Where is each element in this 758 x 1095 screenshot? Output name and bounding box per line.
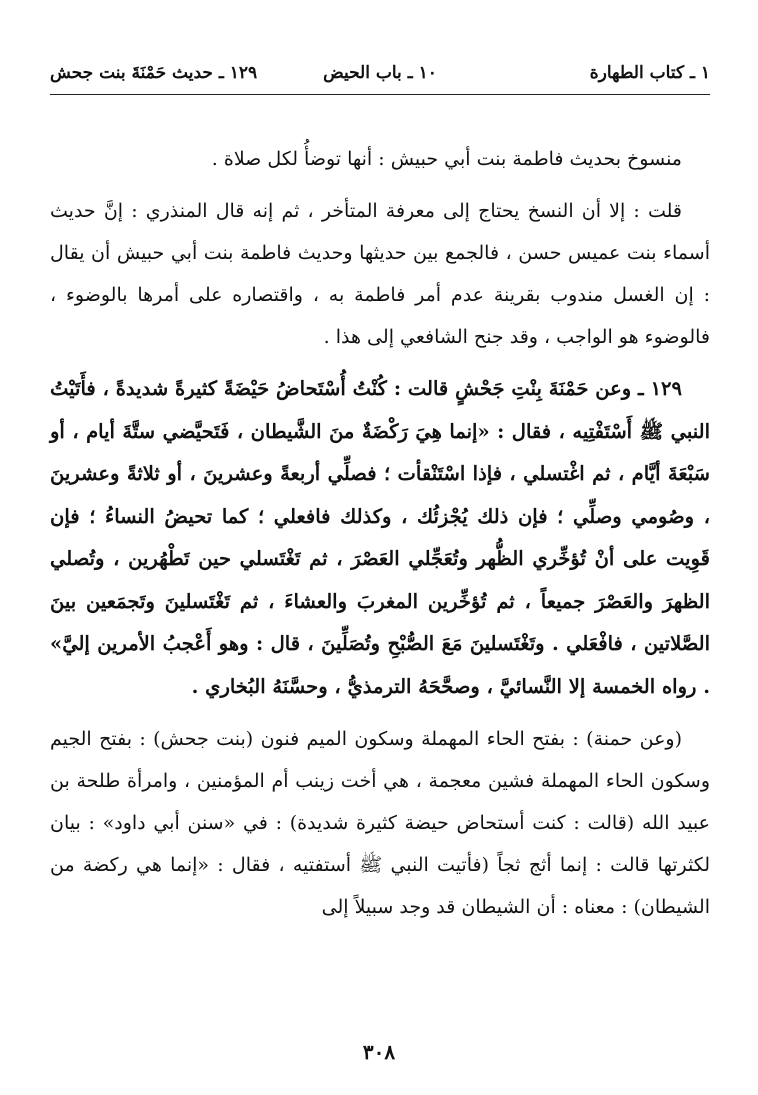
- main-text: [50, 138, 710, 928]
- header-book-title: ١ ـ كتاب الطهارة: [589, 63, 710, 83]
- paragraph-abrogation: منسوخ بحديث فاطمة بنت أبي حبيش : أنها توضأُ لكل صلاة .: [211, 148, 682, 170]
- running-header: [50, 58, 710, 88]
- paragraph-explanation: (وعن حمنة) : بفتح الحاء المهملة وسكون الميم فنون (بنت جحش) : بفتح الجيم وسكون الحاء المهملة فشين معجمة ، هي أخت زينب أم المؤمنين ، وامرأة طلحة بن عبيد الله (قالت : كنت أستحاض حيضة كثيرة شديدة) : في «سنن أبي داود» : بيان لكثرتها قالت : إنما أثج ثجاً (فأتيت النبي ﷺ أستفتيه ، فقال : «إنما هي ركضة من الشيطان) : معناه : أن الشيطان قد وجد سبيلاً إلى: [50, 728, 710, 918]
- header-divider: [50, 94, 710, 95]
- header-hadith-title: ١٢٩ ـ حديث حَمْنَةَ بنت جحش: [50, 63, 258, 83]
- paragraph-commentary: قلت : إلا أن النسخ يحتاج إلى معرفة المتأخر ، ثم إنه قال المنذري : إنَّ حديث أسماء بنت عميس حسن ، فالجمع بين حديثها وحديث فاطمة بنت أبي حبيش أن يقال : إن الغسل مندوب بقرينة عدم أمر فاطمة به ، واقتصاره على أمرها بالوضوء ، فالوضوء هو الواجب ، وقد جنح الشافعي إلى هذا .: [50, 200, 710, 348]
- header-chapter-title: ١٠ ـ باب الحيض: [323, 63, 437, 83]
- paragraph-hadith-text: ١٢٩ ـ وعن حَمْنَةَ بِنْتِ جَحْشٍ قالت : كُنْتُ أُسْتَحاضُ حَيْضَةً كثيرةً شديدةً ، فأَتَيْتُ النبي ﷺ أَسْتَفْتِيه ، فقال : «إنما هِيَ رَكْضَةٌ منَ الشَّيطان ، فَتَحيَّضي ستَّةَ أيام ، أو سَبْعَةَ أيَّام ، ثم اغْتسلي ، فإذا اسْتَنْقأت ؛ فصلِّي أربعةً وعشرينَ ، أو ثلاثةً وعشرينَ ، وصُومي وصلِّي ؛ فإن ذلك يُجْزئُك ، وكذلك فافعلي ؛ كما تحيضُ النساءُ ؛ فإن قَوِيت على أنْ تُؤخِّري الظُّهر وتُعَجِّلي العَصْرَ ، ثم تَغْتَسلي حين تَطْهُرين ، وتُصلي الظهرَ والعَصْرَ جميعاً ، ثم تُؤخِّرين المغربَ والعشاءَ ، ثم تَغْتَسلينَ وتَجمَعين بينَ الصَّلاتين ، فافْعَلي . وتَغْتَسلينَ مَعَ الصُّبْحِ وتُصَلِّينَ ، قال : وهو أَعْجبُ الأمرين إليَّ» . رواه الخمسة إلا النَّسائيَّ ، وصحَّحَهُ الترمذيُّ ، وحسَّنَهُ البُخاري .: [50, 377, 710, 698]
- page-number: ٣٠٨: [362, 1040, 396, 1064]
